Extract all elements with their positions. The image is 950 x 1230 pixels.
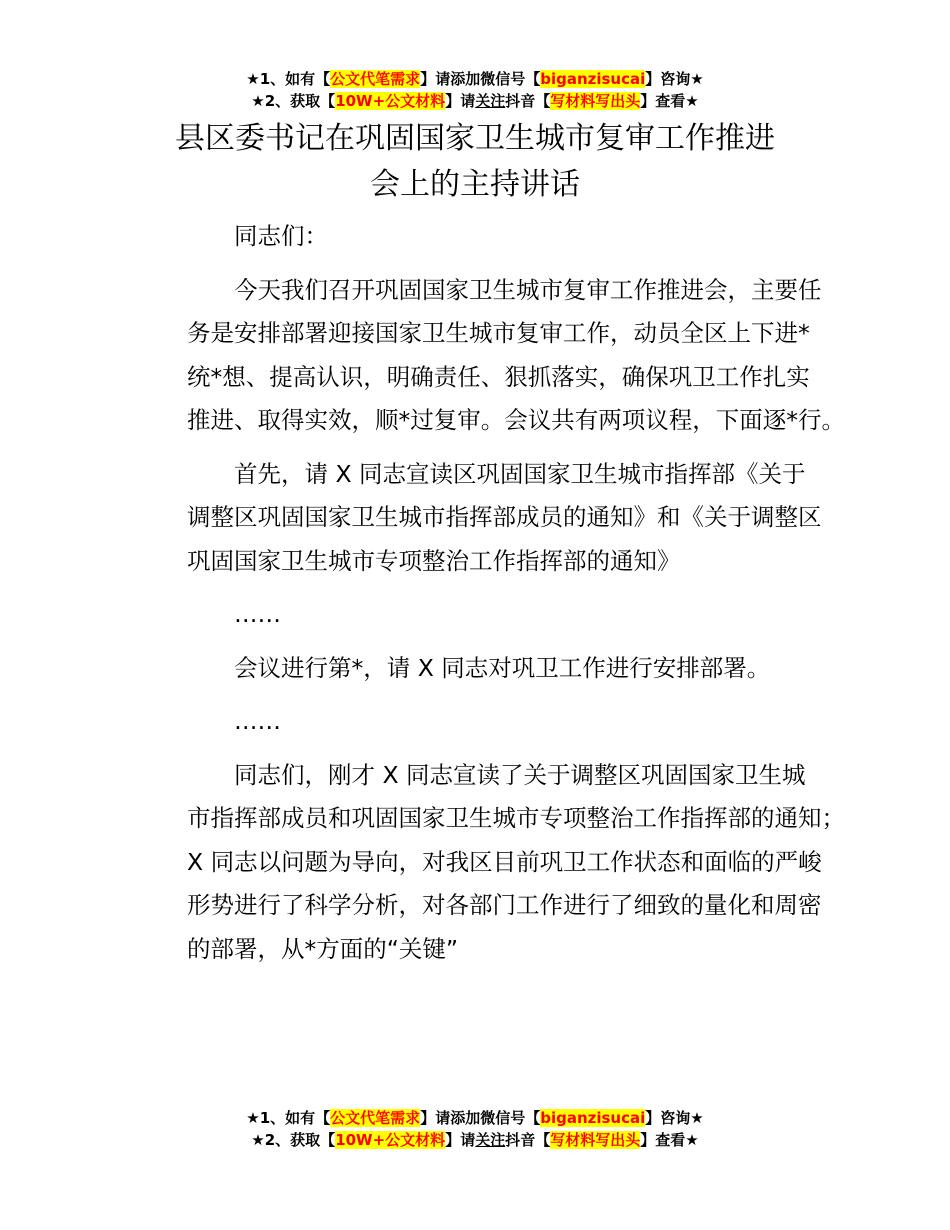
promo-text: 】请添加微信号【: [420, 1109, 541, 1127]
paragraph-line: 市指挥部成员和巩固国家卫生城市专项整治工作指挥部的通知；: [187, 804, 845, 832]
paragraph-line: 统*想、提高认识，明确责任、狠抓落实，确保巩卫工作扎实: [187, 362, 810, 391]
wechat-id-highlight: biganzisucai: [540, 1109, 646, 1127]
title-line: 会上的主持讲话: [370, 167, 580, 202]
promo-highlight: 10W+公文材料: [335, 92, 446, 110]
document-body: [140, 215, 845, 971]
promo-highlight: 公文代笔需求: [330, 1109, 421, 1127]
promo-line-2: [0, 90, 950, 112]
paragraph-ellipsis: [140, 593, 820, 637]
promo-text: 抖音【: [505, 92, 551, 110]
paragraph-ellipsis: [140, 700, 820, 744]
paragraph-salutation: [140, 215, 820, 259]
footer-promo-banner: [0, 1107, 950, 1151]
paragraph-agenda-2: [140, 647, 820, 691]
promo-text: 】咨询★: [645, 1109, 704, 1127]
promo-text: 】请: [445, 92, 476, 110]
paragraph-line: 务是安排部署迎接国家卫生城市复审工作，动员全区上下进*: [187, 319, 810, 347]
promo-line-1: [0, 68, 950, 90]
paragraph-line: X 同志以问题为导向，对我区目前巩卫工作状态和面临的严峻: [187, 847, 822, 876]
promo-text: 】查看★: [640, 92, 699, 110]
paragraph-line: 同志们：: [234, 222, 328, 250]
promo-highlight: 10W+公文材料: [335, 1131, 446, 1149]
promo-text: ★2、获取【: [251, 1131, 336, 1149]
paragraph-line: 今天我们召开巩固国家卫生城市复审工作推进会，主要任: [234, 275, 822, 304]
paragraph-line: 首先，请 X 同志宣读区巩固国家卫生城市指挥部《关于: [234, 459, 806, 488]
paragraph-line: ……: [234, 600, 281, 628]
promo-highlight: 公文代笔需求: [330, 70, 421, 88]
header-promo-banner: [0, 68, 950, 112]
promo-line-2: [0, 1129, 950, 1151]
promo-underlined: 关注: [475, 1131, 506, 1149]
promo-text: 】请: [445, 1131, 476, 1149]
paragraph-line: 推进、取得实效，顺*过复审。会议共有两项议程，下面逐*行。: [187, 406, 845, 434]
paragraph-agenda-1: [140, 453, 820, 584]
paragraph-line: 形势进行了科学分析，对各部门工作进行了细致的量化和周密: [187, 891, 822, 919]
paragraph-line: 的部署，从*方面的“关键”: [187, 934, 459, 963]
paragraph-line: ……: [234, 707, 281, 735]
promo-text: 】请添加微信号【: [420, 70, 541, 88]
douyin-id-highlight: 写材料写出头: [550, 92, 641, 110]
document-title: [140, 116, 810, 208]
promo-text: ★1、如有【: [246, 70, 331, 88]
paragraph-line: 巩固国家卫生城市专项整治工作指挥部的通知》: [187, 546, 681, 575]
paragraph-line: 调整区巩固国家卫生城市指挥部成员的通知》和《关于调整区: [187, 503, 822, 531]
promo-text: 】查看★: [640, 1131, 699, 1149]
paragraph-intro: [140, 269, 845, 443]
promo-text: 抖音【: [505, 1131, 551, 1149]
promo-text: ★2、获取【: [251, 92, 336, 110]
promo-underlined: 关注: [475, 92, 506, 110]
paragraph-line: 会议进行第*，请 X 同志对巩卫工作进行安排部署。: [234, 653, 771, 682]
douyin-id-highlight: 写材料写出头: [550, 1131, 641, 1149]
paragraph-summary: [140, 754, 845, 972]
title-line: 县区委书记在巩固国家卫生城市复审工作推进: [175, 121, 775, 156]
wechat-id-highlight: biganzisucai: [540, 70, 646, 88]
promo-text: 】咨询★: [645, 70, 704, 88]
promo-text: ★1、如有【: [246, 1109, 331, 1127]
promo-line-1: [0, 1107, 950, 1129]
paragraph-line: 同志们，刚才 X 同志宣读了关于调整区巩固国家卫生城: [234, 760, 806, 789]
